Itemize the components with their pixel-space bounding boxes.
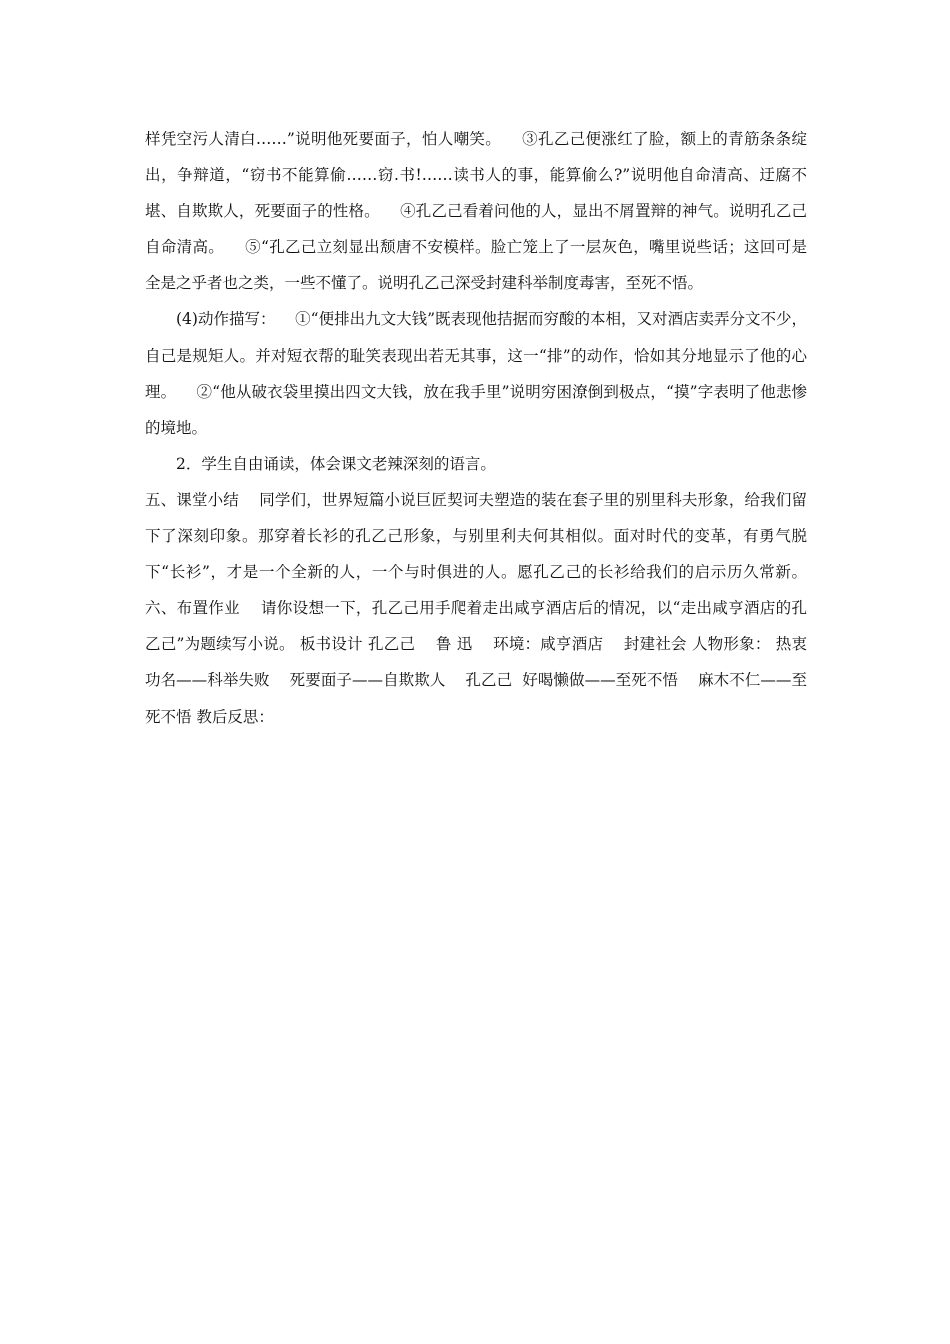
paragraph-character-language: 样凭空污人清白……”说明他死要面子，怕人嘲笑。 ③孔乙己便涨红了脸，额上的青筋条条绽出，争辩道，“窃书不能算偷……窃.书!……读书人的事，能算偷么?”说明他自命清高、迂腐不堪、自欺欺人，死要面子的性格。 ④孔乙己看着问他的人，显出不屑置辩的神气。说明孔乙己自命清高。 ⑤“孔乙己立刻显出颓唐不安模样。脸亡笼上了一层灰色，嘴里说些话；这回可是全是之乎者也之类，一些不懂了。说明孔乙己深受封建科举制度毒害，至死不悟。 xyxy=(145,130,807,293)
document-body xyxy=(145,121,827,735)
paragraph-summary-homework-board: 五、课堂小结 同学们，世界短篇小说巨匠契诃夫塑造的装在套子里的别里科夫形象，给我们留下了深刻印象。那穿着长衫的孔乙己形象，与别里利夫何其相似。面对时代的变革，有勇气脱下“长衫”，才是一个全新的人，一个与时俱进的人。愿孔乙己的长衫给我们的启示历久常新。 六、布置作业 请你设想一下，孔乙己用手爬着走出咸亨酒店后的情况，以“走出咸亨酒店的孔乙己”为题续写小说。 板书设计 孔乙己 鲁 迅 环境：咸亨酒店 封建社会 人物形象： 热衷功名——科举失败 死要面子——自欺欺人 孔乙己 好喝懒做——至死不悟 麻木不仁——至死不悟 教后反思： xyxy=(145,490,827,726)
paragraph-free-reading: 2．学生自由诵读，体会课文老辣深刻的语言。 xyxy=(176,454,496,473)
paragraph-action-description: (4)动作描写： ①“便排出九文大钱”既表现他拮据而穷酸的本相，又对酒店卖弄分文不少，自己是规矩人。并对短衣帮的耻笑表现出若无其事，这一“排”的动作，恰如其分地显示了他的心理。 ②“他从破衣袋里摸出四文大钱，放在我手里”说明穷困潦倒到极点，“摸”字表明了他悲惨的境地。 xyxy=(145,310,808,437)
